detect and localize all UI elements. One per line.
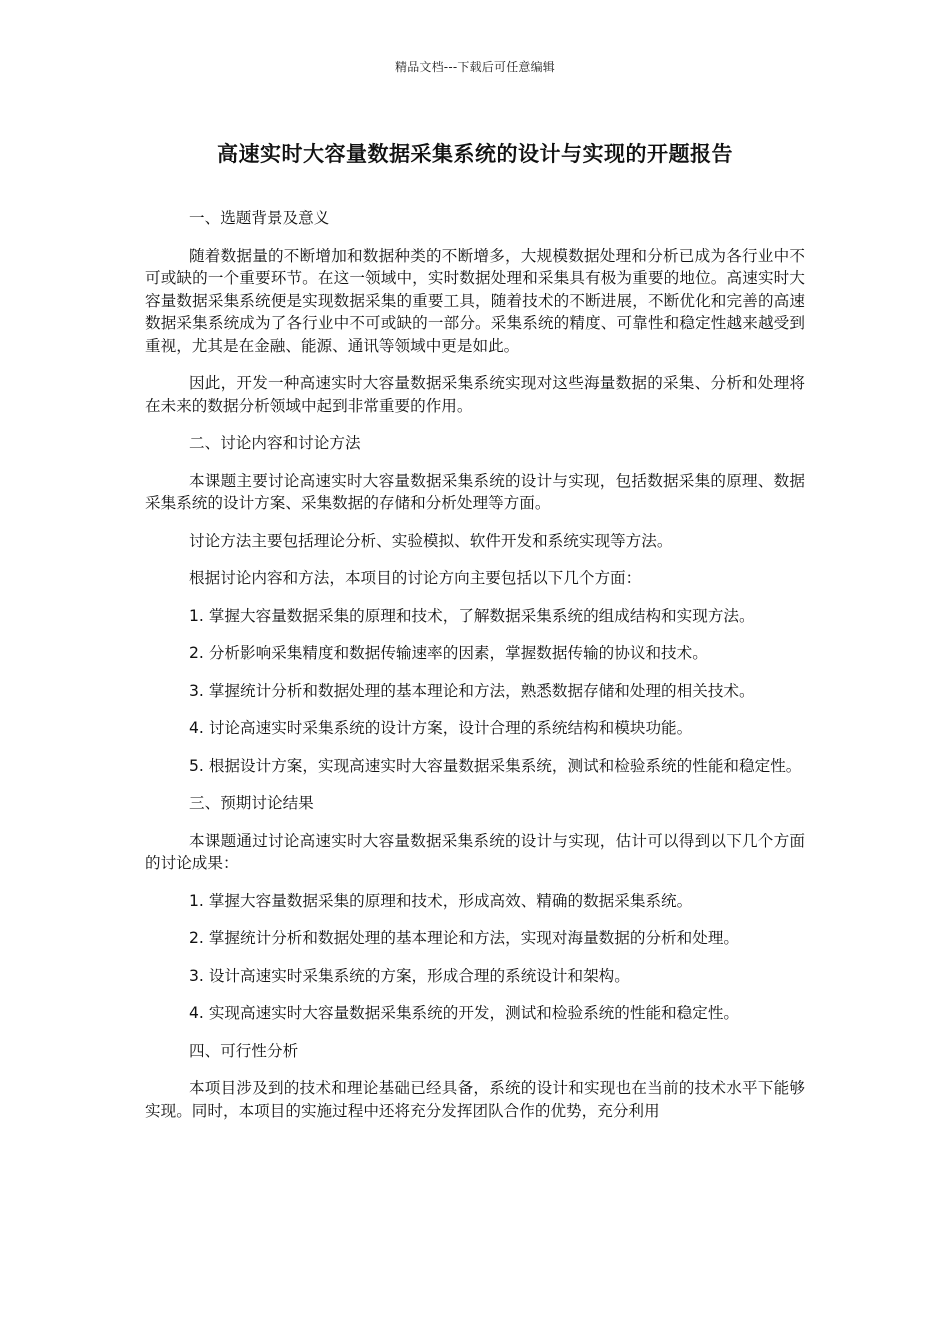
section-heading-3: 三、预期讨论结果 <box>189 794 314 812</box>
list-item: 2. 掌握统计分析和数据处理的基本理论和方法，实现对海量数据的分析和处理。 <box>189 929 740 947</box>
document-body <box>145 207 805 1137</box>
header-note: 精品文档---下载后可任意编辑 <box>395 60 555 74</box>
list-item: 4. 实现高速实时大容量数据采集系统的开发，测试和检验系统的性能和稳定性。 <box>189 1004 740 1022</box>
paragraph: 讨论方法主要包括理论分析、实验模拟、软件开发和系统实现等方法。 <box>189 531 673 550</box>
list-item: 1. 掌握大容量数据采集的原理和技术，形成高效、精确的数据采集系统。 <box>189 891 693 910</box>
paragraph: 本课题主要讨论高速实时大容量数据采集系统的设计与实现，包括数据采集的原理、数据采集系统的设计方案、采集数据的存储和分析处理等方面。 <box>145 471 805 512</box>
list-item: 3. 掌握统计分析和数据处理的基本理论和方法，熟悉数据存储和处理的相关技术。 <box>189 681 755 700</box>
list-item: 4. 讨论高速实时采集系统的设计方案，设计合理的系统结构和模块功能。 <box>189 719 693 737</box>
paragraph: 随着数据量的不断增加和数据种类的不断增多，大规模数据处理和分析已成为各行业中不可或缺的一个重要环节。在这一领域中，实时数据处理和采集具有极为重要的地位。高速实时大容量数据采集系统便是实现数据采集的重要工具，随着技术的不断进展，不断优化和完善的高速数据采集系统成为了各行业中不可或缺的一部分。采集系统的精度、可靠性和稳定性越来越受到重视，尤其是在金融、能源、通讯等领域中更是如此。 <box>145 246 805 355</box>
list-item: 1. 掌握大容量数据采集的原理和技术，了解数据采集系统的组成结构和实现方法。 <box>189 606 755 625</box>
paragraph: 因此，开发一种高速实时大容量数据采集系统实现对这些海量数据的采集、分析和处理将在未来的数据分析领域中起到非常重要的作用。 <box>145 374 805 415</box>
paragraph: 本课题通过讨论高速实时大容量数据采集系统的设计与实现，估计可以得到以下几个方面的讨论成果： <box>145 831 805 872</box>
section-heading-4: 四、可行性分析 <box>189 1041 299 1060</box>
list-item: 3. 设计高速实时采集系统的方案，形成合理的系统设计和架构。 <box>189 966 630 985</box>
paragraph: 根据讨论内容和方法，本项目的讨论方向主要包括以下几个方面： <box>189 569 642 587</box>
list-item: 5. 根据设计方案，实现高速实时大容量数据采集系统，测试和检验系统的性能和稳定性。 <box>189 756 802 775</box>
list-item: 2. 分析影响采集精度和数据传输速率的因素，掌握数据传输的协议和技术。 <box>189 644 708 662</box>
document-title: 高速实时大容量数据采集系统的设计与实现的开题报告 <box>217 142 733 166</box>
paragraph: 本项目涉及到的技术和理论基础已经具备，系统的设计和实现也在当前的技术水平下能够实现。同时，本项目的实施过程中还将充分发挥团队合作的优势，充分利用 <box>145 1079 805 1120</box>
section-heading-1: 一、选题背景及意义 <box>189 209 330 227</box>
section-heading-2: 二、讨论内容和讨论方法 <box>189 434 361 452</box>
